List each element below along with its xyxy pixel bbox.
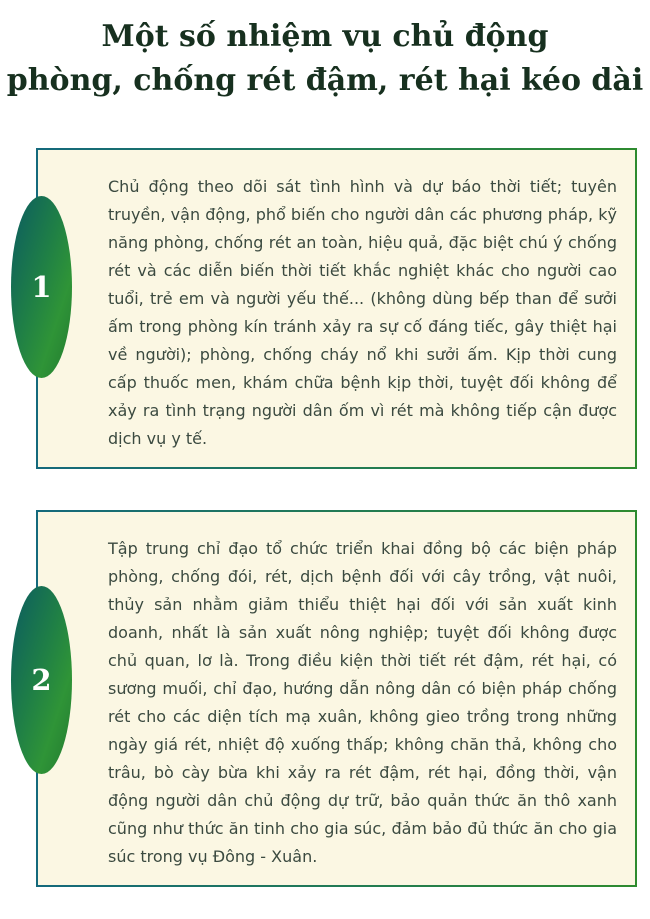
section-number-1: 1 [31,270,52,304]
section-text-2: Tập trung chỉ đạo tổ chức triển khai đồng bộ các biện pháp phòng, chống đói, rét, dịch bệnh đối với cây trồng, vật nuôi, thủy sản nhằm giảm thiểu thiệt hại đối với sản xuất kinh doanh, nhất là sản xuất nông nghiệp; tuyệt đối không được chủ quan, lơ là. Trong điều kiện thời tiết rét đậm, rét hại, có sương muối, chỉ đạo, hướng dẫn nông dân có biện pháp chống rét cho các diện tích mạ xuân, không gieo trồng trong những ngày giá rét, nhiệt độ xuống thấp; không chăn thả, không cho trâu, bò cày bừa khi xảy ra rét đậm, rét hại, đồng thời, vận động người dân chủ động dự trữ, bảo quản thức ăn thô xanh cũng như thức ăn tinh cho gia súc, đảm bảo đủ thức ăn cho gia súc trong vụ Đông - Xuân. [108,539,617,866]
page-title [0,0,650,103]
page-title-line-2: phòng, chống rét đậm, rét hại kéo dài [6,63,644,98]
page-title-line-1: Một số nhiệm vụ chủ động [101,19,549,54]
section-number-badge-1 [11,196,72,378]
section-text-1: Chủ động theo dõi sát tình hình và dự báo thời tiết; tuyên truyền, vận động, phổ biến cho người dân các phương pháp, kỹ năng phòng, chống rét an toàn, hiệu quả, đặc biệt chú ý chống rét và các diễn biến thời tiết khắc nghiệt khác cho người cao tuổi, trẻ em và người yếu thế... (không dùng bếp than để sưởi ấm trong phòng kín tránh xảy ra sự cố đáng tiếc, gây thiệt hại về người); phòng, chống cháy nổ khi sưởi ấm. Kịp thời cung cấp thuốc men, khám chữa bệnh kịp thời, tuyệt đối không để xảy ra tình trạng người dân ốm vì rét mà không tiếp cận được dịch vụ y tế. [108,177,617,448]
section-number-2: 2 [31,663,52,697]
section-number-badge-2 [11,586,72,774]
task-card-1 [31,148,637,469]
task-card-2 [31,510,637,887]
